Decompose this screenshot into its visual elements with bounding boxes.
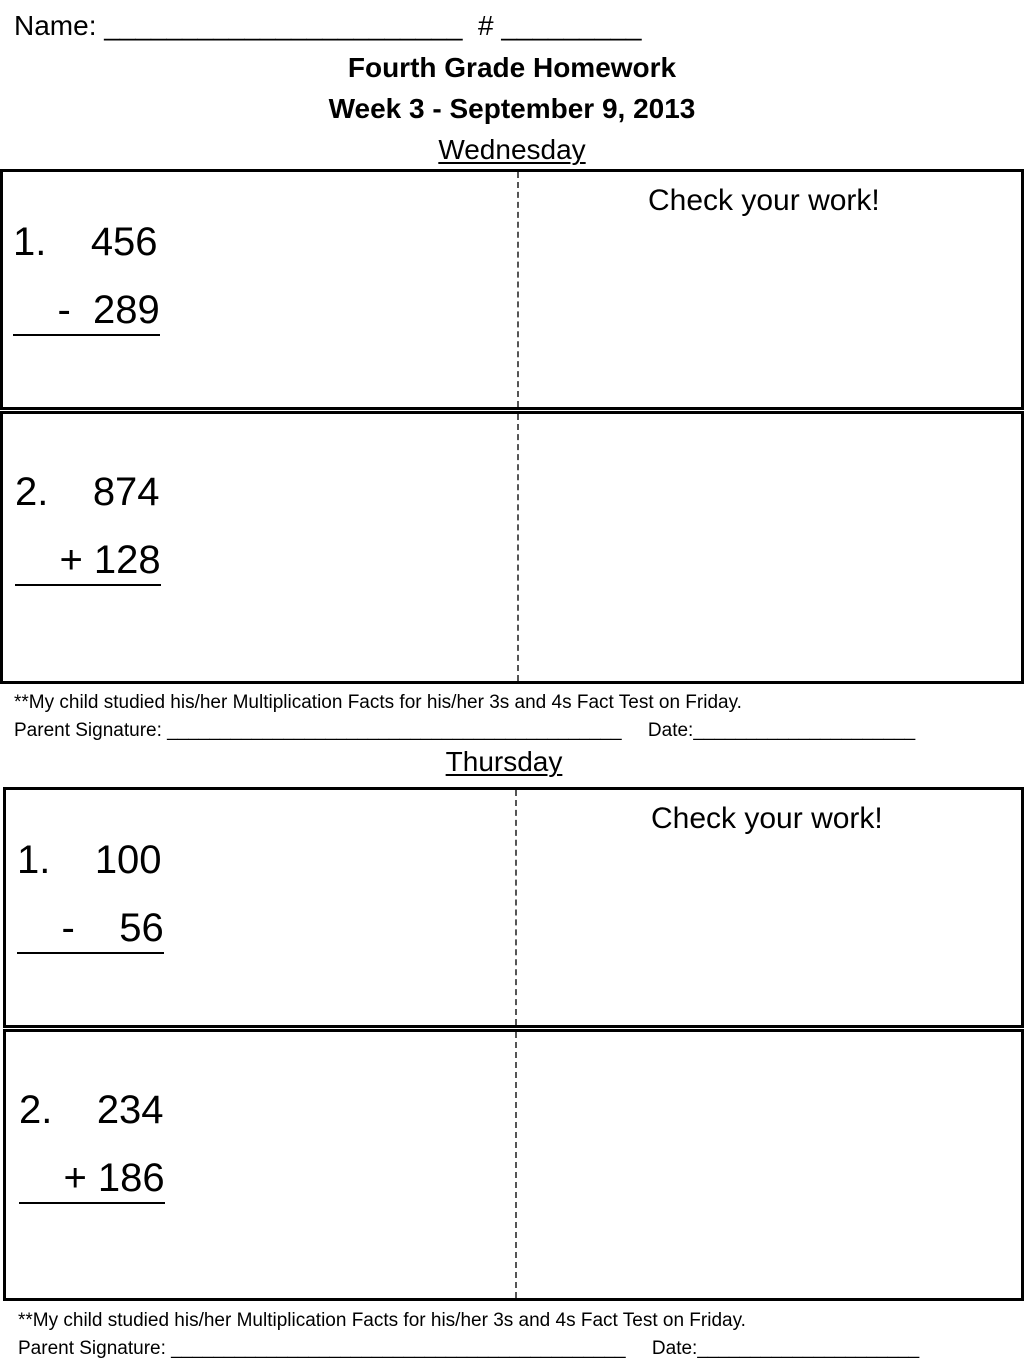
wednesday-problem-1-box [0, 169, 1024, 410]
dashed-divider [515, 790, 517, 1025]
name-field-line: Name: _______________________ # _________ [14, 10, 642, 41]
dashed-divider [517, 414, 519, 681]
check-your-work-label: Check your work! [648, 184, 880, 217]
dashed-divider [515, 1032, 517, 1298]
thursday-problem-1-box [3, 787, 1024, 1028]
problem-2-bottom-number: + 128 [15, 540, 161, 586]
dashed-divider [517, 172, 519, 407]
problem-2-top-number: 2. 234 [19, 1088, 164, 1132]
worksheet-title: Fourth Grade Homework [347, 52, 677, 83]
wednesday-problem-2-box [0, 411, 1024, 684]
day-heading-thursday: Thursday [445, 746, 563, 777]
problem-1-bottom-number: - 289 [13, 290, 160, 336]
problem-1-bottom-number: - 56 [17, 908, 164, 954]
problem-2-top-number: 2. 874 [15, 470, 160, 514]
thursday-problem-2-box [3, 1029, 1024, 1301]
parent-note: **My child studied his/her Multiplication Facts for his/her 3s and 4s Fact Test on Friday. [18, 1310, 746, 1331]
worksheet-subtitle: Week 3 - September 9, 2013 [328, 93, 696, 124]
problem-1-top-number: 1. 456 [13, 220, 158, 264]
parent-note: **My child studied his/her Multiplication Facts for his/her 3s and 4s Fact Test on Friday. [14, 692, 742, 713]
problem-1-top-number: 1. 100 [17, 838, 162, 882]
parent-signature-line: Parent Signature: ___________________________________________ Date:_____________________ [18, 1338, 920, 1359]
day-heading-wednesday: Wednesday [438, 134, 586, 165]
check-your-work-label: Check your work! [651, 802, 883, 835]
parent-signature-line: Parent Signature: ___________________________________________ Date:_____________________ [14, 720, 916, 741]
problem-2-bottom-number: + 186 [19, 1158, 165, 1204]
